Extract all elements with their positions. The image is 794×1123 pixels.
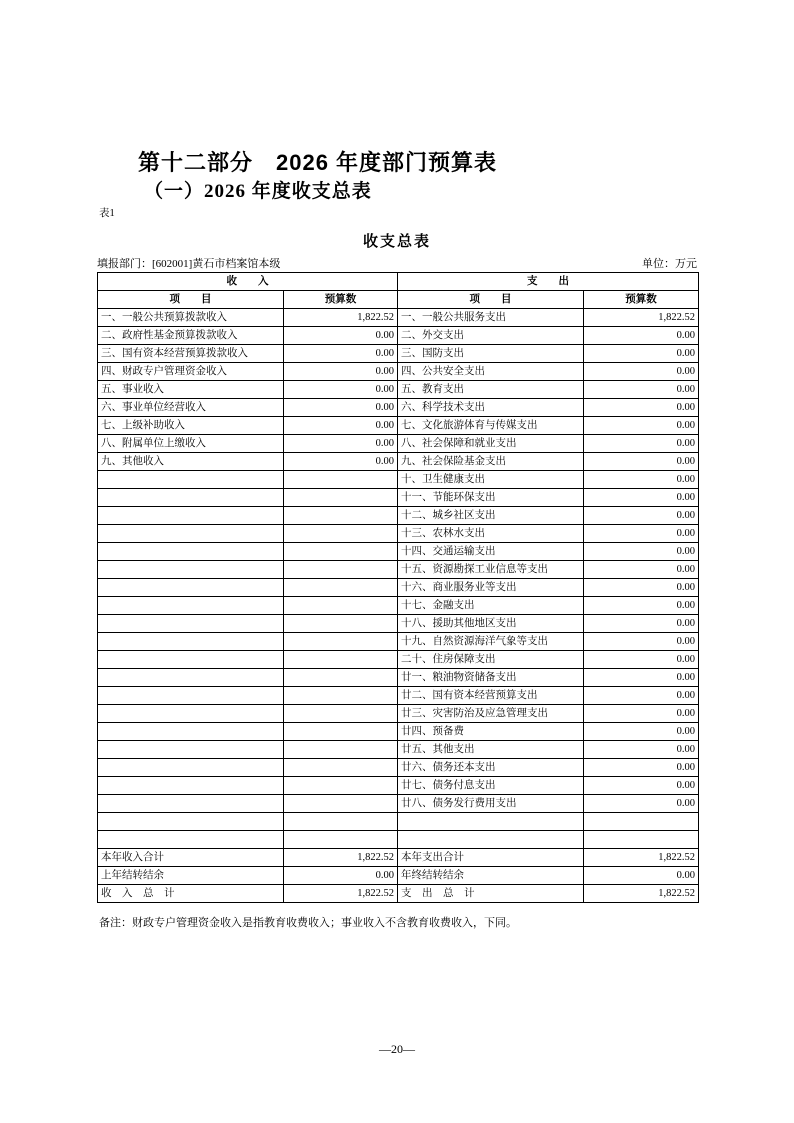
expense-item-cell: 七、文化旅游体育与传媒支出: [398, 417, 584, 435]
table-row: [98, 597, 699, 615]
table-row: [98, 417, 699, 435]
income-value-cell: 0.00: [284, 327, 398, 345]
income-value-cell: 0.00: [284, 417, 398, 435]
expense-item-cell: 廿六、债务还本支出: [398, 759, 584, 777]
table-row: [98, 399, 699, 417]
income-budget-header: 预算数: [284, 291, 398, 309]
income-group-header: 收 入: [98, 273, 398, 291]
income-item-cell: [98, 525, 284, 543]
income-value-cell: [284, 813, 398, 831]
expense-item-cell: 年终结转结余: [398, 867, 584, 885]
income-value-cell: [284, 579, 398, 597]
income-value-cell: [284, 543, 398, 561]
table-row: [98, 849, 699, 867]
expense-value-cell: 0.00: [584, 759, 699, 777]
expense-item-cell: 廿五、其他支出: [398, 741, 584, 759]
income-item-cell: [98, 651, 284, 669]
expense-item-cell: 十八、援助其他地区支出: [398, 615, 584, 633]
expense-value-cell: 0.00: [584, 435, 699, 453]
expense-value-cell: 0.00: [584, 651, 699, 669]
table-row: [98, 525, 699, 543]
expense-item-cell: 十三、农林水支出: [398, 525, 584, 543]
table-row: [98, 345, 699, 363]
expense-value-cell: 0.00: [584, 669, 699, 687]
income-value-cell: 0.00: [284, 381, 398, 399]
table-row: [98, 615, 699, 633]
expense-value-cell: 0.00: [584, 723, 699, 741]
expense-value-cell: 0.00: [584, 561, 699, 579]
unit-label: 单位：万元: [642, 258, 697, 270]
expense-item-cell: 廿三、灾害防治及应急管理支出: [398, 705, 584, 723]
note: 备注：财政专户管理资金收入是指教育收费收入；事业收入不含教育收费收入，下同。: [99, 917, 517, 929]
income-value-cell: [284, 723, 398, 741]
table-row: [98, 885, 699, 903]
expense-item-cell: 十二、城乡社区支出: [398, 507, 584, 525]
expense-value-cell: 0.00: [584, 363, 699, 381]
expense-item-cell: 廿七、债务付息支出: [398, 777, 584, 795]
table-row: [98, 705, 699, 723]
expense-item-cell: 廿四、预备费: [398, 723, 584, 741]
income-value-cell: 0.00: [284, 435, 398, 453]
income-value-cell: [284, 525, 398, 543]
income-item-cell: [98, 489, 284, 507]
income-item-cell: [98, 669, 284, 687]
income-item-cell: [98, 777, 284, 795]
income-value-cell: 0.00: [284, 363, 398, 381]
expense-item-cell: 十、卫生健康支出: [398, 471, 584, 489]
income-item-cell: [98, 615, 284, 633]
group-header-row: [98, 273, 699, 291]
expense-item-cell: 本年支出合计: [398, 849, 584, 867]
table-row: [98, 795, 699, 813]
table-row: [98, 741, 699, 759]
expense-item-cell: 六、科学技术支出: [398, 399, 584, 417]
table-row: [98, 777, 699, 795]
table-row: [98, 489, 699, 507]
income-item-cell: [98, 471, 284, 489]
income-value-cell: 1,822.52: [284, 885, 398, 903]
expense-item-header: 项 目: [398, 291, 584, 309]
table-row: [98, 453, 699, 471]
income-item-cell: 二、政府性基金预算拨款收入: [98, 327, 284, 345]
expense-value-cell: 1,822.52: [584, 885, 699, 903]
expense-value-cell: 0.00: [584, 453, 699, 471]
table-row: [98, 651, 699, 669]
page-number: —20—: [379, 1042, 415, 1056]
column-header-row: [98, 291, 699, 309]
table-row: [98, 813, 699, 831]
expense-value-cell: 0.00: [584, 381, 699, 399]
expense-item-cell: 五、教育支出: [398, 381, 584, 399]
table-row: [98, 471, 699, 489]
expense-value-cell: 0.00: [584, 471, 699, 489]
expense-value-cell: 0.00: [584, 687, 699, 705]
subsection-title: （一）2026 年度收支总表: [144, 181, 372, 202]
income-item-cell: 七、上级补助收入: [98, 417, 284, 435]
table-row: [98, 579, 699, 597]
expense-value-cell: [584, 813, 699, 831]
expense-value-cell: 0.00: [584, 867, 699, 885]
expense-item-cell: 廿一、粮油物资储备支出: [398, 669, 584, 687]
table-row: [98, 363, 699, 381]
table-row: [98, 507, 699, 525]
income-item-cell: 九、其他收入: [98, 453, 284, 471]
table-body: [98, 309, 699, 903]
table-row: [98, 831, 699, 849]
income-item-cell: 收 入 总 计: [98, 885, 284, 903]
expense-value-cell: 0.00: [584, 705, 699, 723]
expense-value-cell: 0.00: [584, 795, 699, 813]
income-item-header: 项 目: [98, 291, 284, 309]
income-value-cell: [284, 705, 398, 723]
expense-item-cell: 廿八、债务发行费用支出: [398, 795, 584, 813]
income-item-cell: 本年收入合计: [98, 849, 284, 867]
income-item-cell: 上年结转结余: [98, 867, 284, 885]
income-value-cell: [284, 777, 398, 795]
expense-value-cell: 0.00: [584, 741, 699, 759]
expense-item-cell: [398, 813, 584, 831]
expense-value-cell: 0.00: [584, 633, 699, 651]
income-value-cell: 0.00: [284, 399, 398, 417]
income-value-cell: [284, 633, 398, 651]
income-item-cell: [98, 831, 284, 849]
expense-item-cell: 二十、住房保障支出: [398, 651, 584, 669]
table-title: 收支总表: [362, 234, 431, 250]
table-row: [98, 867, 699, 885]
expense-value-cell: 0.00: [584, 543, 699, 561]
expense-item-cell: 十六、商业服务业等支出: [398, 579, 584, 597]
income-value-cell: [284, 831, 398, 849]
expense-item-cell: 十九、自然资源海洋气象等支出: [398, 633, 584, 651]
income-value-cell: [284, 597, 398, 615]
table-row: [98, 723, 699, 741]
income-item-cell: 五、事业收入: [98, 381, 284, 399]
table-row: [98, 759, 699, 777]
income-value-cell: [284, 507, 398, 525]
expense-item-cell: 三、国防支出: [398, 345, 584, 363]
table-number: 表1: [99, 208, 115, 219]
income-value-cell: [284, 759, 398, 777]
table-row: [98, 669, 699, 687]
income-item-cell: 一、一般公共预算拨款收入: [98, 309, 284, 327]
expense-item-cell: 十七、金融支出: [398, 597, 584, 615]
income-value-cell: 0.00: [284, 345, 398, 363]
expense-item-cell: 一、一般公共服务支出: [398, 309, 584, 327]
income-value-cell: 0.00: [284, 453, 398, 471]
income-value-cell: [284, 795, 398, 813]
expense-item-cell: 二、外交支出: [398, 327, 584, 345]
expense-value-cell: 0.00: [584, 489, 699, 507]
table-row: [98, 633, 699, 651]
expense-value-cell: 0.00: [584, 777, 699, 795]
table-row: [98, 381, 699, 399]
expense-item-cell: 支 出 总 计: [398, 885, 584, 903]
expense-value-cell: 0.00: [584, 345, 699, 363]
expense-value-cell: 0.00: [584, 327, 699, 345]
expense-value-cell: 0.00: [584, 399, 699, 417]
expense-value-cell: 0.00: [584, 507, 699, 525]
income-item-cell: [98, 507, 284, 525]
income-item-cell: [98, 561, 284, 579]
income-value-cell: [284, 741, 398, 759]
income-item-cell: 三、国有资本经营预算拨款收入: [98, 345, 284, 363]
income-item-cell: [98, 813, 284, 831]
table-row: [98, 309, 699, 327]
income-value-cell: [284, 471, 398, 489]
expense-value-cell: 1,822.52: [584, 309, 699, 327]
expense-value-cell: 0.00: [584, 417, 699, 435]
expense-value-cell: 1,822.52: [584, 849, 699, 867]
table-row: [98, 561, 699, 579]
table-row: [98, 435, 699, 453]
income-item-cell: [98, 705, 284, 723]
expense-value-cell: 0.00: [584, 525, 699, 543]
expense-group-header: 支 出: [398, 273, 699, 291]
expense-value-cell: 0.00: [584, 579, 699, 597]
income-item-cell: [98, 795, 284, 813]
income-item-cell: [98, 579, 284, 597]
expense-item-cell: 四、公共安全支出: [398, 363, 584, 381]
expense-value-cell: 0.00: [584, 597, 699, 615]
income-item-cell: 八、附属单位上缴收入: [98, 435, 284, 453]
income-value-cell: [284, 651, 398, 669]
income-value-cell: [284, 669, 398, 687]
income-item-cell: [98, 633, 284, 651]
income-item-cell: [98, 543, 284, 561]
income-value-cell: [284, 561, 398, 579]
table-row: [98, 687, 699, 705]
expense-value-cell: [584, 831, 699, 849]
income-item-cell: [98, 723, 284, 741]
income-item-cell: [98, 741, 284, 759]
income-value-cell: 1,822.52: [284, 849, 398, 867]
table-row: [98, 327, 699, 345]
expense-item-cell: [398, 831, 584, 849]
reporting-dept: 填报部门：[602001]黄石市档案馆本级: [97, 258, 281, 270]
expense-item-cell: 八、社会保障和就业支出: [398, 435, 584, 453]
expense-budget-header: 预算数: [584, 291, 699, 309]
income-value-cell: [284, 489, 398, 507]
section-title: 第十二部分 2026 年度部门预算表: [138, 150, 498, 175]
income-value-cell: [284, 615, 398, 633]
income-item-cell: 四、财政专户管理资金收入: [98, 363, 284, 381]
income-item-cell: [98, 597, 284, 615]
expense-value-cell: 0.00: [584, 615, 699, 633]
expense-item-cell: 廿二、国有资本经营预算支出: [398, 687, 584, 705]
income-item-cell: [98, 759, 284, 777]
income-item-cell: 六、事业单位经营收入: [98, 399, 284, 417]
income-value-cell: [284, 687, 398, 705]
table-meta: [97, 255, 697, 271]
income-item-cell: [98, 687, 284, 705]
expense-item-cell: 十四、交通运输支出: [398, 543, 584, 561]
expense-item-cell: 十一、节能环保支出: [398, 489, 584, 507]
expense-item-cell: 十五、资源勘探工业信息等支出: [398, 561, 584, 579]
expense-item-cell: 九、社会保险基金支出: [398, 453, 584, 471]
income-value-cell: 0.00: [284, 867, 398, 885]
table-row: [98, 543, 699, 561]
income-value-cell: 1,822.52: [284, 309, 398, 327]
budget-table: [97, 272, 699, 903]
